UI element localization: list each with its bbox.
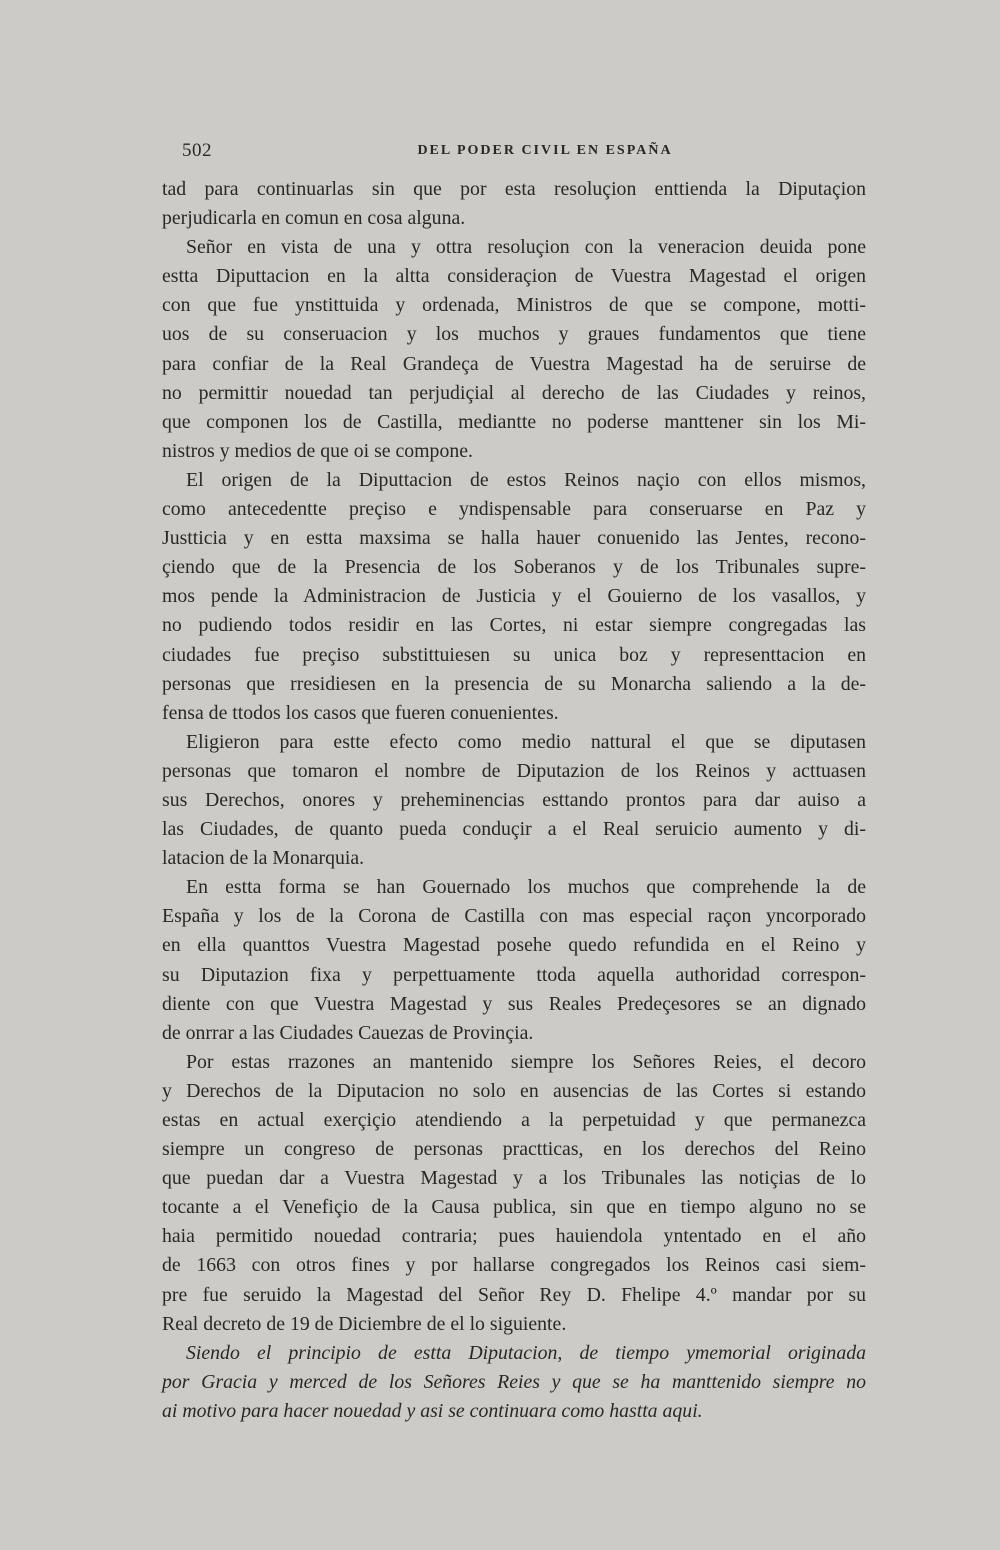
text-line: çiendo que de la Presencia de los Soberanos y de los Tribunales supre- (162, 556, 866, 579)
text-line: perjudicarla en comun en cosa alguna. (162, 207, 466, 230)
text-line: las Ciudades, de quanto pueda conduçir a el Real seruicio aumento y di- (162, 818, 866, 841)
text-line: España y los de la Corona de Castilla con mas especial raçon yncorporado (162, 905, 866, 928)
text-line: fensa de ttodos los casos que fueren conuenientes. (162, 701, 559, 724)
text-line: En estta forma se han Gouernado los muchos que comprehende la de (186, 876, 866, 899)
text-line: de 1663 con otros fines y por hallarse congregados los Reinos casi siem- (162, 1254, 866, 1277)
quoted-decree-line: por Gracia y merced de los Señores Reies y que se ha manttenido siempre no (162, 1370, 866, 1393)
text-line: que puedan dar a Vuestra Magestad y a los Tribunales las notiçias de lo (162, 1167, 866, 1190)
text-line: Por estas rrazones an mantenido siempre los Señores Reies, el decoro (186, 1050, 866, 1073)
text-line: Señor en vista de una y ottra resoluçion con la veneracion deuida pone (186, 236, 866, 259)
quoted-decree-line: ai motivo para hacer nouedad y asi se continuara como hastta aqui. (162, 1399, 703, 1422)
text-line: no permittir nouedad tan perjudiçial al derecho de las Ciudades y reinos, (162, 381, 866, 404)
text-line: uos de su conseruacion y los muchos y graues fundamentos que tiene (162, 323, 866, 346)
page-header (162, 140, 868, 164)
text-line: Justticia y en estta maxsima se halla hauer conuenido las Jentes, recono- (162, 527, 866, 550)
running-head: DEL PODER CIVIL EN ESPAÑA (417, 143, 673, 158)
text-line: latacion de la Monarquia. (162, 847, 365, 870)
text-line: El origen de la Diputtacion de estos Reinos naçio con ellos mismos, (186, 468, 866, 491)
text-line: en ella quanttos Vuestra Magestad posehe quedo refundida en el Reino y (162, 934, 866, 957)
text-line: siempre un congreso de personas practticas, en los derechos del Reino (162, 1138, 866, 1161)
text-line: mos pende la Administracion de Justicia y el Gouierno de los vasallos, y (162, 585, 866, 608)
page-number: 502 (182, 140, 212, 161)
text-line: tocante a el Venefiçio de la Causa publica, sin que en tiempo alguno no se (162, 1196, 866, 1219)
text-line: con que fue ynstittuida y ordenada, Ministros de que se compone, motti- (162, 294, 866, 317)
text-line: tad para continuarlas sin que por esta resoluçion enttienda la Diputaçion (162, 178, 866, 200)
text-line: personas que rresidiesen en la presencia de su Monarcha saliendo a la de- (162, 672, 866, 695)
text-line: Eligieron para estte efecto como medio nattural el que se diputasen (186, 730, 866, 753)
text-line: su Diputazion fixa y perpettuamente ttoda aquella authoridad correspon- (162, 963, 866, 986)
body-text (162, 175, 866, 1426)
text-line: estas en actual exerçiçio atendiendo a la perpetuidad y que permanezca (162, 1109, 866, 1131)
text-line: y Derechos de la Diputacion no solo en ausencias de las Cortes si estando (162, 1079, 866, 1102)
text-line: de onrrar a las Ciudades Cauezas de Provinçia. (162, 1021, 534, 1044)
text-line: nistros y medios de que oi se compone. (162, 439, 473, 462)
text-line: pre fue seruido la Magestad del Señor Rey D. Fhelipe 4.º mandar por su (162, 1283, 866, 1306)
text-line: que componen los de Castilla, mediantte no poderse manttener sin los Mi- (162, 410, 866, 433)
text-line: no pudiendo todos residir en las Cortes, ni estar siempre congregadas las (162, 614, 866, 637)
text-line: como antecedentte preçiso e yndispensable para conseruarse en Paz y (162, 498, 866, 521)
text-line: personas que tomaron el nombre de Diputazion de los Reinos y acttuasen (162, 759, 866, 782)
text-line: diente con que Vuestra Magestad y sus Reales Predeçesores se an dignado (162, 992, 866, 1015)
text-line: para confiar de la Real Grandeça de Vuestra Magestad ha de seruirse de (162, 352, 866, 375)
text-line: estta Diputtacion en la altta consideraçion de Vuestra Magestad el origen (162, 265, 866, 288)
text-line: sus Derechos, onores y preheminencias esttando prontos para dar auiso a (162, 788, 866, 811)
text-line: Real decreto de 19 de Diciembre de el lo siguiente. (162, 1312, 567, 1335)
text-line: ciudades fue preçiso substittuiesen su unica boz y representtacion en (162, 643, 866, 666)
quoted-decree-line: Siendo el principio de estta Diputacion, de tiempo ymemorial originada (186, 1341, 866, 1364)
text-line: haia permitido nouedad contraria; pues hauiendola yntentado en el año (162, 1225, 866, 1248)
